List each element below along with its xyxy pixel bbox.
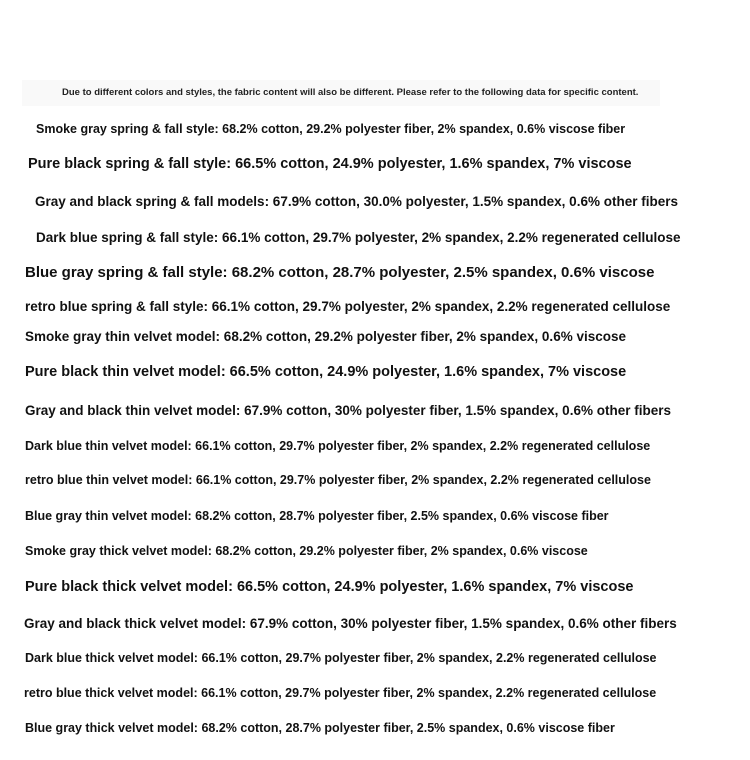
fabric-line-smoke-gray-spring-fall: Smoke gray spring & fall style: 68.2% cotton, 29.2% polyester fiber, 2% spandex, 0.6% viscose fiber: [36, 122, 626, 136]
fabric-line-pure-black-spring-fall: Pure black spring & fall style: 66.5% cotton, 24.9% polyester, 1.6% spandex, 7% viscose: [28, 156, 632, 172]
fabric-line-gray-black-thick-velvet: Gray and black thick velvet model: 67.9% cotton, 30% polyester fiber, 1.5% spandex, 0.6% other fibers: [24, 616, 677, 631]
intro-note: Due to different colors and styles, the fabric content will also be different. Please refer to the following data for specific content.: [62, 87, 639, 98]
fabric-line-gray-black-thin-velvet: Gray and black thin velvet model: 67.9% cotton, 30% polyester fiber, 1.5% spandex, 0.6% other fibers: [25, 403, 671, 418]
fabric-line-blue-gray-spring-fall: Blue gray spring & fall style: 68.2% cotton, 28.7% polyester, 2.5% spandex, 0.6% viscose: [25, 264, 655, 281]
fabric-line-pure-black-thin-velvet: Pure black thin velvet model: 66.5% cotton, 24.9% polyester, 1.6% spandex, 7% viscose: [25, 364, 627, 380]
fabric-line-gray-black-spring-fall: Gray and black spring & fall models: 67.9% cotton, 30.0% polyester, 1.5% spandex, 0.6% other fibers: [35, 194, 678, 209]
fabric-line-dark-blue-thick-velvet: Dark blue thick velvet model: 66.1% cotton, 29.7% polyester fiber, 2% spandex, 2.2% regenerated cellulose: [25, 651, 657, 665]
fabric-line-blue-gray-thick-velvet: Blue gray thick velvet model: 68.2% cotton, 28.7% polyester fiber, 2.5% spandex, 0.6% viscose fiber: [25, 721, 615, 735]
fabric-line-dark-blue-thin-velvet: Dark blue thin velvet model: 66.1% cotton, 29.7% polyester fiber, 2% spandex, 2.2% regenerated cellulose: [25, 439, 651, 453]
fabric-line-pure-black-thick-velvet: Pure black thick velvet model: 66.5% cotton, 24.9% polyester, 1.6% spandex, 7% viscose: [25, 579, 634, 595]
fabric-line-dark-blue-spring-fall: Dark blue spring & fall style: 66.1% cotton, 29.7% polyester, 2% spandex, 2.2% regenerated cellulose: [36, 230, 681, 245]
fabric-line-retro-blue-thick-velvet: retro blue thick velvet model: 66.1% cotton, 29.7% polyester fiber, 2% spandex, 2.2% regenerated cellulose: [24, 686, 657, 700]
fabric-line-blue-gray-thin-velvet: Blue gray thin velvet model: 68.2% cotton, 28.7% polyester fiber, 2.5% spandex, 0.6% viscose fiber: [25, 509, 609, 523]
fabric-line-smoke-gray-thin-velvet: Smoke gray thin velvet model: 68.2% cotton, 29.2% polyester fiber, 2% spandex, 0.6% viscose: [25, 329, 626, 344]
fabric-line-retro-blue-thin-velvet: retro blue thin velvet model: 66.1% cotton, 29.7% polyester fiber, 2% spandex, 2.2% regenerated cellulose: [25, 473, 651, 487]
fabric-line-retro-blue-spring-fall: retro blue spring & fall style: 66.1% cotton, 29.7% polyester, 2% spandex, 2.2% regenerated cellulose: [25, 299, 671, 314]
fabric-line-smoke-gray-thick-velvet: Smoke gray thick velvet model: 68.2% cotton, 29.2% polyester fiber, 2% spandex, 0.6% viscose: [25, 544, 588, 558]
